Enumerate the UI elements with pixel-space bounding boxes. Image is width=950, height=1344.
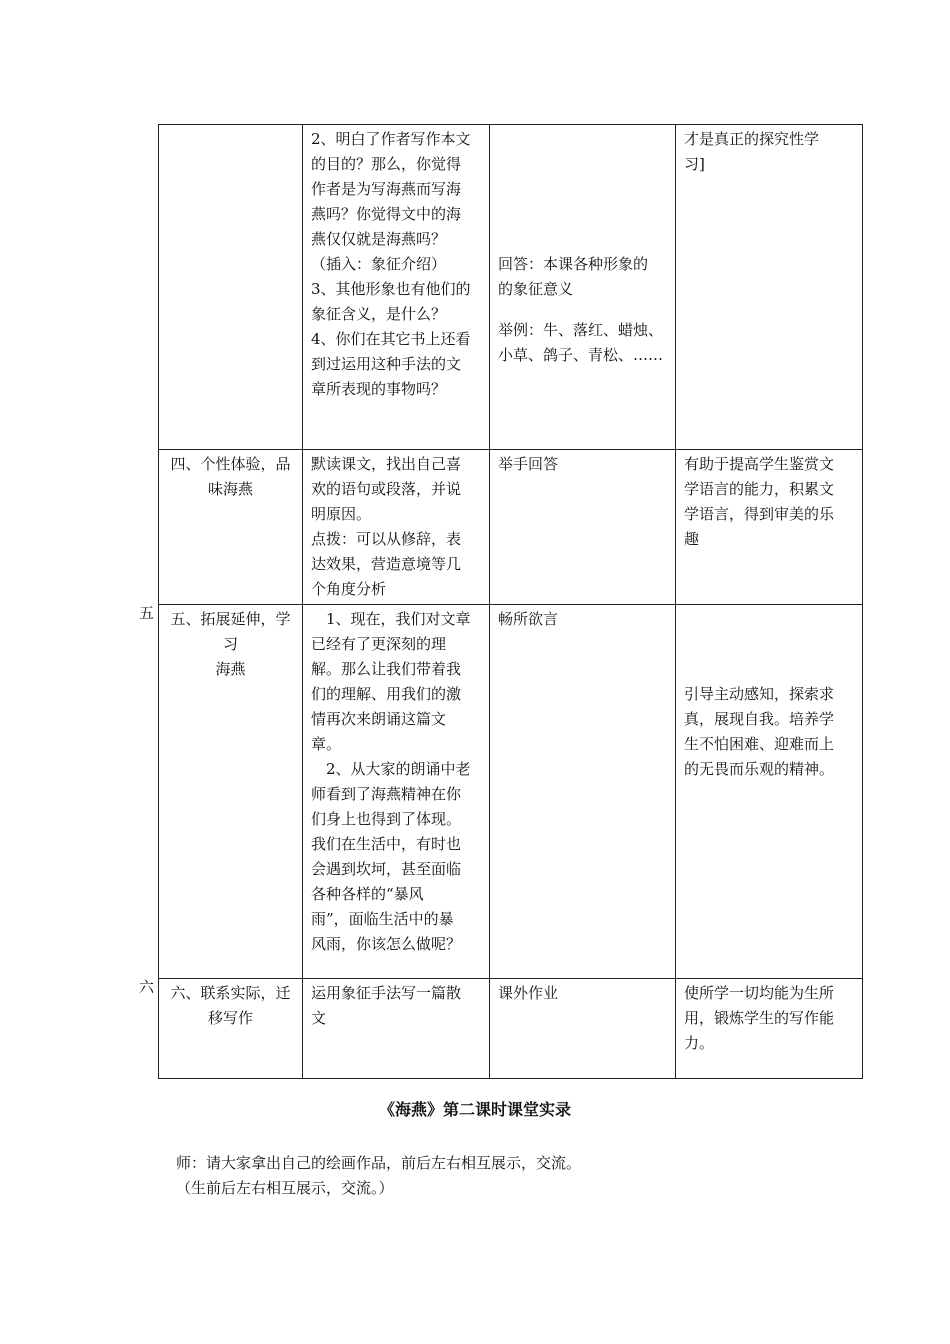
- step-title: 移写作: [207, 1009, 253, 1027]
- text-line: 章。: [311, 735, 342, 753]
- text-line: 达效果，营造意境等几: [311, 555, 462, 573]
- text-line: 4、你们在其它书上还看: [311, 330, 471, 348]
- text-line: 2、明白了作者写作本文: [311, 130, 471, 148]
- text-line: （插入：象征介绍）: [311, 255, 447, 273]
- record-paragraph: （生前后左右相互展示，交流。）: [176, 1179, 394, 1197]
- text-line: 学语言的能力，积累文: [684, 480, 835, 498]
- text-line: 的目的？那么，你觉得: [311, 155, 462, 173]
- record-title: 《海燕》第二课时课堂实录: [378, 1100, 571, 1119]
- text-line: 各种各样的“暴风: [311, 885, 424, 903]
- text-line: 运用象征手法写一篇散: [311, 984, 462, 1002]
- margin-number: 五: [139, 604, 155, 622]
- text-line: 到过运用这种手法的文: [311, 355, 462, 373]
- text-line: 有助于提高学生鉴赏文: [684, 455, 835, 473]
- table-row: [159, 979, 863, 1079]
- text-line: 2、从大家的朗诵中老: [326, 760, 471, 778]
- student-cell: [490, 605, 676, 979]
- text-line: 真，展现自我。培养学: [684, 710, 835, 728]
- text-line: 举手回答: [498, 455, 559, 473]
- step-cell: [159, 979, 303, 1079]
- text-line: 雨”，面临生活中的暴: [311, 910, 454, 928]
- text-line: 1、现在，我们对文章: [326, 610, 471, 628]
- step-title: 四、个性体验，品: [170, 455, 291, 473]
- text-line: 的象征意义: [498, 280, 574, 298]
- text-line: 个角度分析: [311, 580, 387, 598]
- purpose-cell: [676, 979, 863, 1079]
- text-line: 明原因。: [311, 505, 372, 523]
- student-cell: [490, 979, 676, 1079]
- text-line: 引导主动感知，探索求: [684, 685, 835, 703]
- lesson-plan-table: [158, 124, 863, 1079]
- text-line: 象征含义，是什么？: [311, 305, 447, 323]
- step-title: 六、联系实际，迁: [170, 984, 291, 1002]
- step-title: 海燕: [215, 660, 246, 678]
- process-cell: [303, 605, 490, 979]
- text-line: 解。那么让我们带着我: [311, 660, 462, 678]
- step-cell: [159, 125, 303, 450]
- text-line: 情再次来朗诵这篇文: [311, 710, 447, 728]
- text-line: 课外作业: [498, 984, 559, 1002]
- process-cell: [303, 979, 490, 1079]
- step-cell: [159, 605, 303, 979]
- text-line: 学语言，得到审美的乐: [684, 505, 835, 523]
- text-line: 作者是为写海燕而写海: [311, 180, 462, 198]
- purpose-cell: [676, 605, 863, 979]
- text-line: 已经有了更深刻的理: [311, 635, 447, 653]
- step-title: 五、拓展延伸，学习: [170, 610, 291, 653]
- text-line: 用，锻炼学生的写作能: [684, 1009, 835, 1027]
- text-line: 才是真正的探究性学: [684, 130, 820, 148]
- text-line: 的无畏而乐观的精神。: [684, 760, 835, 778]
- margin-number: 六: [139, 978, 155, 996]
- record-paragraph: 师：请大家拿出自己的绘画作品，前后左右相互展示，交流。: [176, 1154, 582, 1172]
- purpose-cell: [676, 125, 863, 450]
- text-line: 燕吗？你觉得文中的海: [311, 205, 462, 223]
- table-row: [159, 605, 863, 979]
- text-line: 举例：牛、落红、蜡烛、: [498, 321, 664, 339]
- text-line: 力。: [684, 1034, 715, 1052]
- text-line: 小草、鸽子、青松、……: [498, 346, 664, 364]
- student-cell: [490, 450, 676, 605]
- text-line: 会遇到坎坷，甚至面临: [311, 860, 462, 878]
- text-line: 我们在生活中，有时也: [311, 835, 462, 853]
- text-line: 点拨：可以从修辞，表: [311, 530, 462, 548]
- step-title: 味海燕: [207, 480, 253, 498]
- text-line: 习]: [684, 155, 705, 173]
- text-line: 欢的语句或段落，并说: [311, 480, 462, 498]
- text-line: 趣: [684, 530, 700, 548]
- student-cell: [490, 125, 676, 450]
- text-line: 使所学一切均能为生所: [684, 984, 835, 1002]
- text-line: 燕仅仅就是海燕吗？: [311, 230, 447, 248]
- process-cell: [303, 125, 490, 450]
- text-line: 们的理解、用我们的激: [311, 685, 462, 703]
- text-line: 们身上也得到了体现。: [311, 810, 462, 828]
- text-line: 师看到了海燕精神在你: [311, 785, 462, 803]
- table-row: [159, 125, 863, 450]
- text-line: 章所表现的事物吗？: [311, 380, 447, 398]
- process-cell: [303, 450, 490, 605]
- text-line: 文: [311, 1009, 327, 1027]
- text-line: 回答：本课各种形象的: [498, 255, 649, 273]
- text-line: 风雨，你该怎么做呢？: [311, 935, 462, 953]
- text-line: 默读课文，找出自己喜: [311, 455, 462, 473]
- table-row: [159, 450, 863, 605]
- step-cell: [159, 450, 303, 605]
- text-line: 生不怕困难、迎难而上: [684, 735, 835, 753]
- text-line: 畅所欲言: [498, 610, 559, 628]
- purpose-cell: [676, 450, 863, 605]
- text-line: 3、其他形象也有他们的: [311, 280, 471, 298]
